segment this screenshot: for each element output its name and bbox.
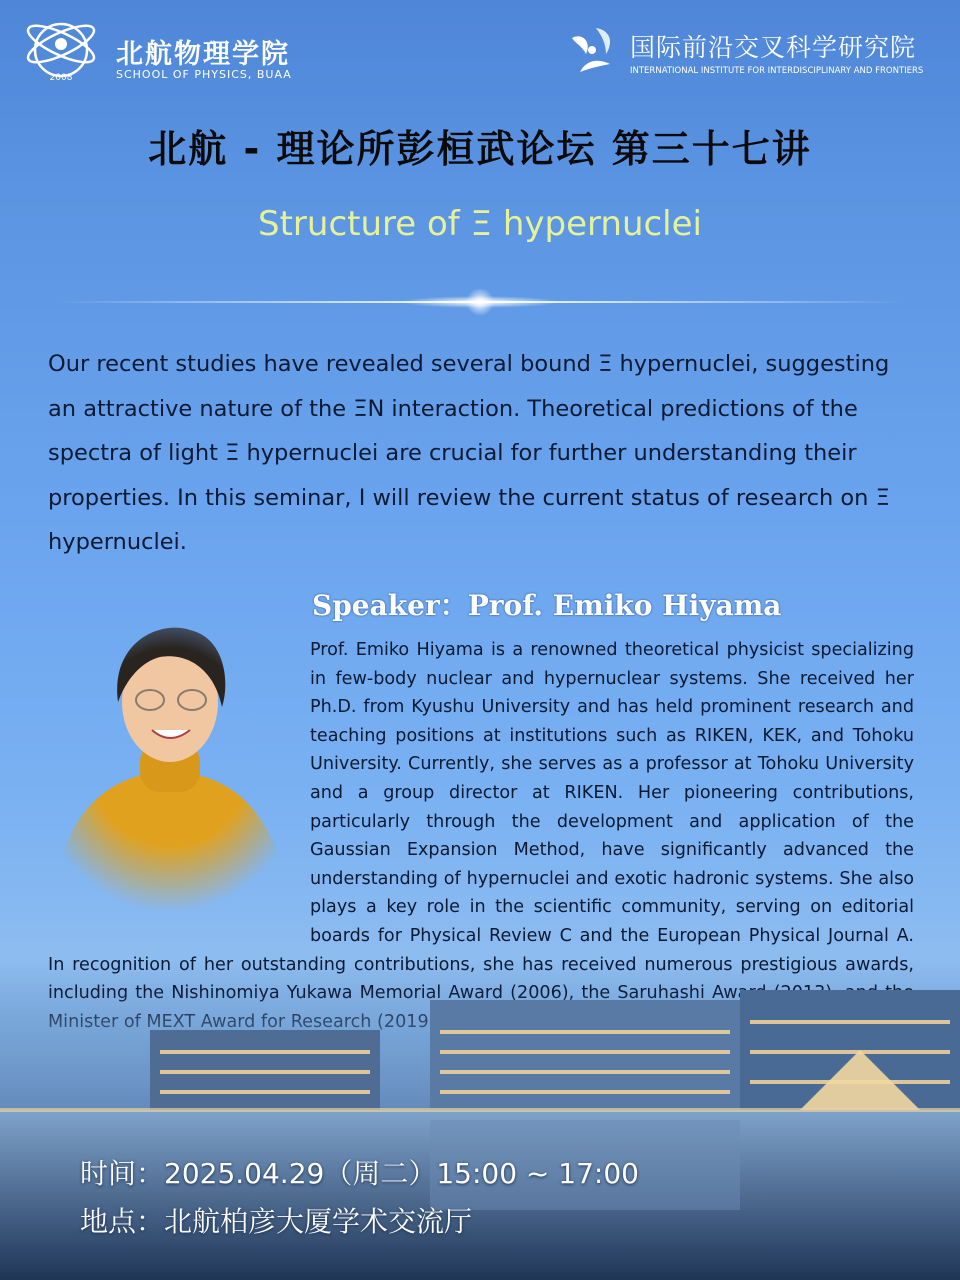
physics-school-name-en: SCHOOL OF PHYSICS, BUAA bbox=[116, 68, 292, 81]
institute-name-en: INTERNATIONAL INSTITUTE FOR INTERDISCIPLINARY AND FRONTIERS bbox=[630, 66, 924, 76]
speaker-name: Speaker：Prof. Emiko Hiyama bbox=[312, 589, 782, 622]
abstract-text: Our recent studies have revealed several bound Ξ hypernuclei, suggesting an attractive nature of the ΞN interaction. Theoretical predictions of the spectra of light Ξ hypernuclei are crucial for further understanding their properties. In this seminar, I will review the current status of research on Ξ hypernuclei. bbox=[48, 351, 890, 555]
physics-school-name-cn: 北航物理学院 bbox=[116, 39, 290, 70]
sparkle-logo-icon bbox=[566, 24, 618, 78]
atom-logo-icon bbox=[22, 14, 100, 86]
page-title: 北航 - 理论所彭桓武论坛 第三十七讲 bbox=[148, 127, 812, 171]
talk-title: Structure of Ξ hypernuclei bbox=[258, 204, 702, 244]
physics-school-logo bbox=[22, 14, 312, 86]
logo-year: 2008 bbox=[49, 73, 73, 83]
speaker-bio-text: Prof. Emiko Hiyama is a renowned theoretical physicist specializing in few-body nuclear and hypernuclear systems. She received her Ph.D. from Kyushu University and has held prominent research and teaching positions at institutions such as RIKEN, KEK, and Tohoku University. Currently, she serves as a professor at Tohoku University and a group director at RIKEN. Her pioneering contributions, particularly through the development and application of the Gaussian Expansion Method, have significantly advanced the understanding of hypernuclei and exotic hadronic systems. She also plays a key role in the scientific community, serving on editorial boards for Physical Review C and the European Physical Journal A. In recognition of her outstanding contributions, she has received numerous prestigious awards, bbox=[48, 640, 914, 975]
institute-name-cn: 国际前沿交叉科学研究院 bbox=[630, 33, 917, 62]
event-time: 时间：2025.04.29（周二）15:00 ~ 17:00 bbox=[80, 1157, 639, 1190]
event-location: 地点：北航柏彦大厦学术交流厅 bbox=[80, 1205, 473, 1238]
speaker-photo bbox=[40, 612, 300, 912]
institute-logo bbox=[566, 24, 946, 84]
light-divider bbox=[60, 284, 900, 320]
